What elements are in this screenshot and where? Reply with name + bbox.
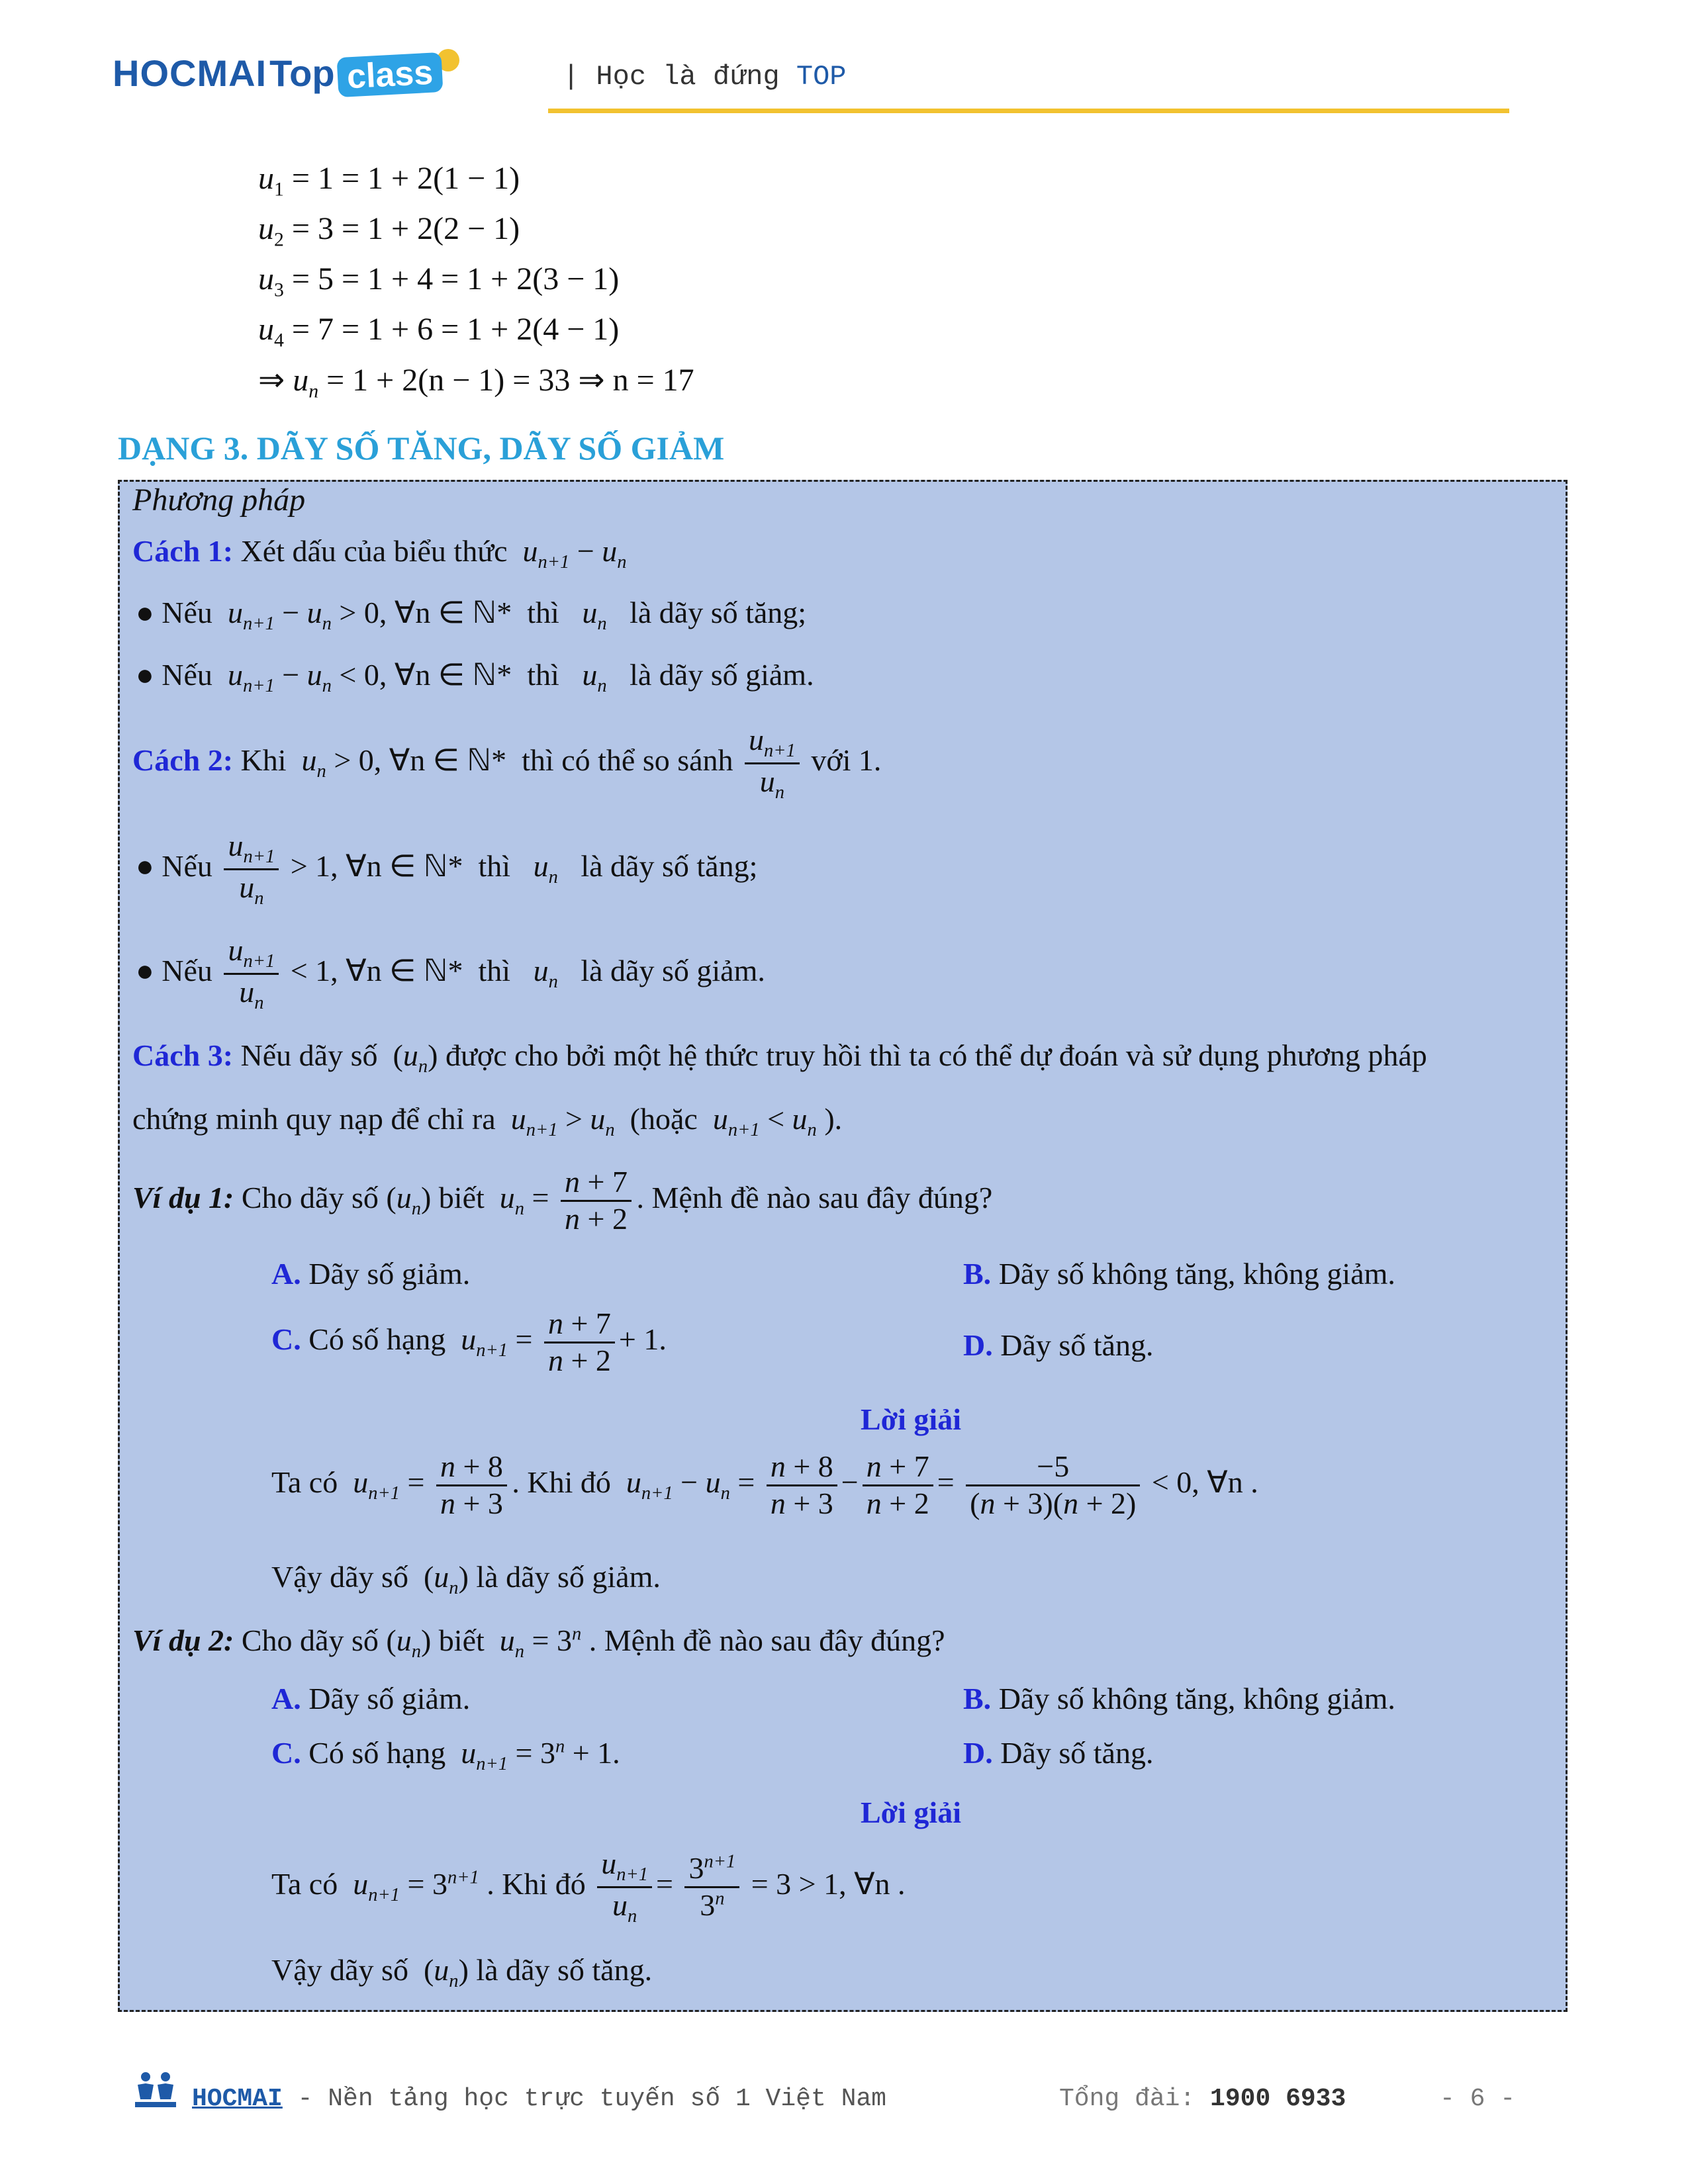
bullet-icon: ●	[136, 849, 154, 884]
header-rule	[548, 109, 1509, 113]
logo-top: Top	[269, 52, 335, 94]
cach2-bullet-1: ● Nếu $\frac{u_{n+1}}{u_n}$ > 1, ∀n ∈ ℕ* thì $u_n$ là dãy số tăng;	[136, 829, 758, 909]
cach1-bullet-2: ● Nếu $u_{n+1} - u_n < 0$, ∀n ∈ ℕ* thì $u_n$ là dãy số giảm.	[136, 658, 814, 697]
sequence-line-3: $u_3 = 5 = 1 + 4 = 1 + 2(3 - 1)$	[258, 261, 620, 301]
bullet-icon: ●	[136, 596, 154, 629]
example2-option-d: D. Dãy số tăng.	[963, 1736, 1154, 1770]
example2-question: Ví dụ 2: Cho dãy số $(u_n)$ biết $u_n = 3^n$ . Mệnh đề nào sau đây đúng?	[132, 1623, 945, 1662]
footer-brand-link[interactable]: HOCMAI	[192, 2085, 283, 2113]
cach3-line-1: Cách 3: Nếu dãy số $(u_n)$ được cho bởi một hệ thức truy hồi thì ta có thể dự đoán và sử dụng phương pháp	[132, 1038, 1427, 1077]
example2-option-b: B. Dãy số không tăng, không giảm.	[963, 1682, 1395, 1715]
cach2-bullet-2: ● Nếu $\frac{u_{n+1}}{u_n}$ < 1, ∀n ∈ ℕ* thì $u_n$ là dãy số giảm.	[136, 933, 765, 1014]
example2-option-a: A. Dãy số giảm.	[271, 1682, 471, 1715]
header-logo	[113, 52, 459, 111]
cach1-bullet-1: ● Nếu $u_{n+1} - u_n > 0$, ∀n ∈ ℕ* thì $u_n$ là dãy số tăng;	[136, 596, 807, 635]
sequence-line-4: $u_4 = 7 = 1 + 6 = 1 + 2(4 - 1)$	[258, 312, 620, 351]
cach3-line-2: chứng minh quy nạp để chỉ ra $u_{n+1} > u_n$ (hoặc $u_{n+1} < u_n$ ).	[132, 1102, 843, 1141]
example1-solution-title: Lời giải	[861, 1402, 961, 1436]
footer-page-number: - 6 -	[1440, 2085, 1516, 2113]
example1-solution: Ta có $u_{n+1}$ = $\frac{n + 8}{n + 3}$ . Khi đó $u_{n+1} - u_n$ = $\frac{n + 8}{n + 3}$ − $\frac{n + 7}{n + 2}$ = $\frac{-5}{(n + 3)(n + 2)}$ < 0, ∀n .	[271, 1449, 1258, 1520]
cach2-line: Cách 2: Khi $u_n > 0$, ∀n ∈ ℕ* thì có thể so sánh $\frac{u_{n+1}}{u_n}$ với 1.	[132, 723, 882, 803]
example2-solution-title: Lời giải	[861, 1796, 961, 1829]
example1-option-d: D. Dãy số tăng.	[963, 1328, 1154, 1362]
logo-hocmai: HOCMAI	[113, 52, 267, 94]
example2-conclusion: Vậy dãy số $(u_n)$ là dãy số tăng.	[271, 1953, 653, 1992]
conclusion-line: ⇒ $u_n = 1 + 2(n - 1) = 33$ ⇒ n = 17	[258, 363, 694, 402]
header-slogan: | Học là đứng TOP	[563, 61, 847, 93]
example1-option-c: C. Có số hạng $u_{n+1}$ = $\frac{n + 7}{n + 2}$ + 1.	[271, 1306, 667, 1377]
example1-question: Ví dụ 1: Cho dãy số $(u_n)$ biết $u_n$ = $\frac{n + 7}{n + 2}$ . Mệnh đề nào sau đây đúng?	[132, 1165, 993, 1236]
cach1-line: Cách 1: Xét dấu của biểu thức $u_{n+1} - u_n$	[132, 534, 627, 573]
logo-class: class	[336, 52, 443, 97]
footer-text: HOCMAI - Nền tảng học trực tuyến số 1 Việt Nam	[192, 2085, 886, 2113]
sequence-line-1: $u_1 = 1 = 1 + 2(1 - 1)$	[258, 161, 520, 201]
example1-option-b: B. Dãy số không tăng, không giảm.	[963, 1257, 1395, 1291]
section-title: DẠNG 3. DÃY SỐ TĂNG, DÃY SỐ GIẢM	[118, 430, 725, 467]
bullet-icon: ●	[136, 658, 154, 692]
method-title: Phương pháp	[132, 482, 306, 518]
method-box	[118, 480, 1568, 2012]
footer-logo-icon	[132, 2070, 179, 2110]
footer-hotline: Tổng đài: 1900 6933	[1059, 2085, 1346, 2113]
bullet-icon: ●	[136, 954, 154, 988]
example2-option-c: C. Có số hạng $u_{n+1} = 3^n + 1$.	[271, 1736, 620, 1775]
example1-option-a: A. Dãy số giảm.	[271, 1257, 471, 1291]
sequence-line-2: $u_2 = 3 = 1 + 2(2 - 1)$	[258, 211, 520, 251]
example2-solution: Ta có $u_{n+1} = 3^{n+1}$ . Khi đó $\frac{u_{n+1}}{u_n}$ = $\frac{3^{n+1}}{3^n}$ = 3 > 1, ∀n .	[271, 1846, 906, 1927]
example1-conclusion: Vậy dãy số $(u_n)$ là dãy số giảm.	[271, 1560, 661, 1599]
